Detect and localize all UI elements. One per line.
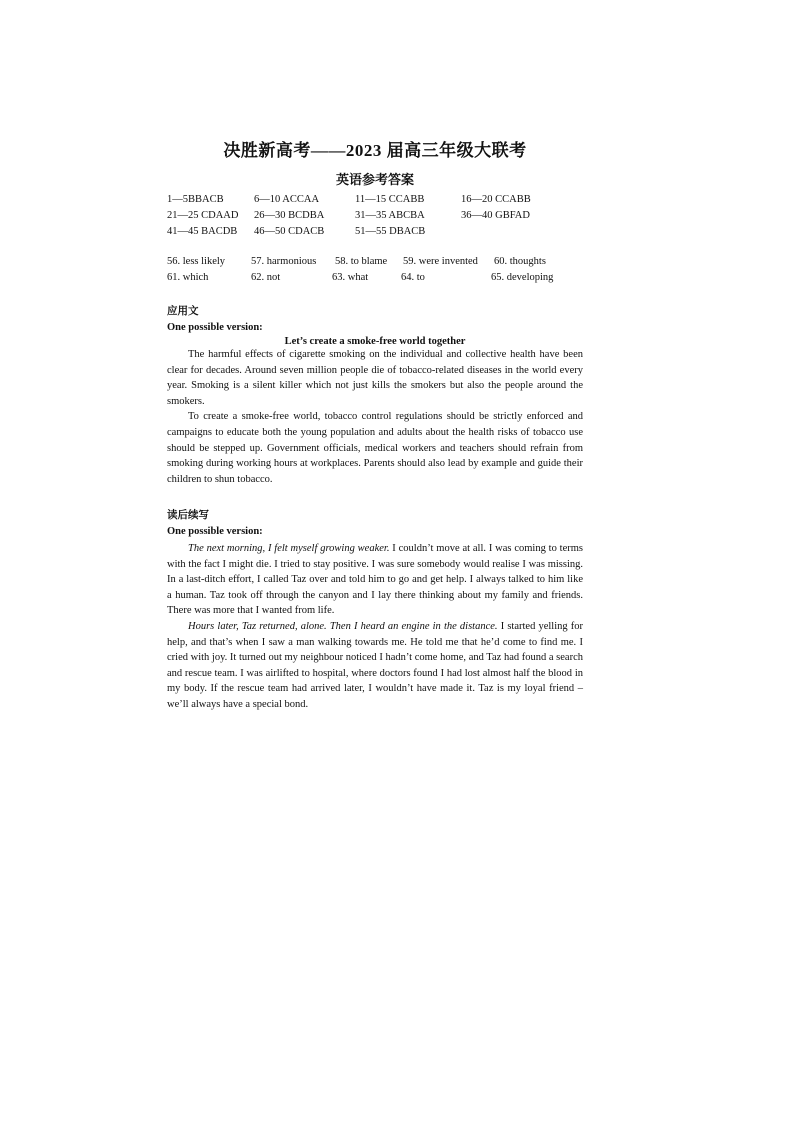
- mc-answer: 26—30 BCDBA: [254, 210, 325, 221]
- fill-answer: 59. were invented: [403, 256, 478, 267]
- mc-answer: 16—20 CCABB: [461, 194, 531, 205]
- fill-answer: 60. thoughts: [494, 256, 546, 267]
- fill-answer: 62. not: [251, 272, 281, 283]
- mc-answer: 51—55 DBACB: [355, 226, 426, 237]
- fill-answer: 57. harmonious: [251, 256, 317, 267]
- mc-row: [167, 226, 583, 242]
- essay-title: Let’s create a smoke-free world together: [284, 336, 466, 347]
- fill-answer: 56. less likely: [167, 256, 226, 267]
- story-body: I started yelling for help, and that’s when I saw a man walking towards me. He told me that he’d come to find me. I cried with joy. It turned out my neighbour noticed I hadn’t come home, and Taz had found a search and rescue team. I was airlifted to hospital, where doctors found I had lost almost half the blood in my body. If the rescue team had arrived later, I wouldn’t have made it. Taz is my loyal friend – we’ll always have a special bond.: [167, 620, 584, 710]
- page-subtitle: 英语参考答案: [335, 172, 414, 187]
- fill-answer: 63. what: [332, 272, 369, 283]
- mc-answer: 21—25 CDAAD: [167, 210, 239, 221]
- fill-answer: 58. to blame: [335, 256, 388, 267]
- essay-paragraph: The harmful effects of cigarette smoking on the individual and collective health have been clear for decades. Around seven million people die of tobacco-related diseases in the world every year. Smoking is a silent killer which not just kills the smokers but also the people around the smokers.: [167, 349, 583, 407]
- mc-answer: 46—50 CDACB: [254, 226, 325, 237]
- story-lead-sentence: Hours later, Taz returned, alone. Then I heard an engine in the distance.: [188, 620, 498, 632]
- mc-answer: 36—40 GBFAD: [461, 210, 530, 221]
- mc-answer: 1—5BBACB: [167, 194, 224, 205]
- mc-answer: 41—45 BACDB: [167, 226, 238, 237]
- version-label: One possible version:: [167, 322, 263, 333]
- fill-answer: 65. developing: [491, 272, 554, 283]
- fill-row: [167, 256, 583, 272]
- essay-paragraph: To create a smoke-free world, tobacco control regulations should be strictly enforced and campaigns to educate both the young population and adults about the health risks of tobacco use should be stepped up. Government officials, medical workers and teachers should refrain from smoking during working hours at workplaces. Parents should also lead by example and guide their children to shun tobacco.: [167, 411, 583, 485]
- fill-answer: 64. to: [401, 272, 425, 283]
- story-paragraph: [167, 619, 583, 713]
- mc-answer: 31—35 ABCBA: [355, 210, 425, 221]
- story-body: I couldn’t move at all. I was coming to terms with the fact I might die. I tried to stay positive. I was sure somebody would realise I was missing. In a last-ditch effort, I called Taz over and told him to go and get help. I always talked to him like a human. Taz took off through the canyon and I lay there thinking about my family and friends. There was more that I wanted from life.: [167, 543, 583, 617]
- fill-answer: 61. which: [167, 272, 209, 283]
- mc-row: [167, 194, 583, 210]
- fill-in-answers: [167, 256, 583, 288]
- continuation-writing-section: [167, 507, 583, 713]
- fill-row: [167, 272, 583, 288]
- story-paragraph: [167, 541, 583, 619]
- section-heading: 应用文: [167, 306, 199, 317]
- multiple-choice-answers: [167, 194, 583, 242]
- version-label: One possible version:: [167, 526, 263, 537]
- page-title: 决胜新高考——2023 届高三年级大联考: [223, 141, 527, 160]
- section-heading: 读后续写: [167, 510, 209, 521]
- story-lead-sentence: The next morning, I felt myself growing weaker.: [188, 543, 390, 554]
- applied-writing-section: [167, 303, 583, 487]
- mc-answer: 11—15 CCABB: [355, 194, 425, 205]
- mc-answer: 6—10 ACCAA: [254, 194, 320, 205]
- mc-row: [167, 210, 583, 226]
